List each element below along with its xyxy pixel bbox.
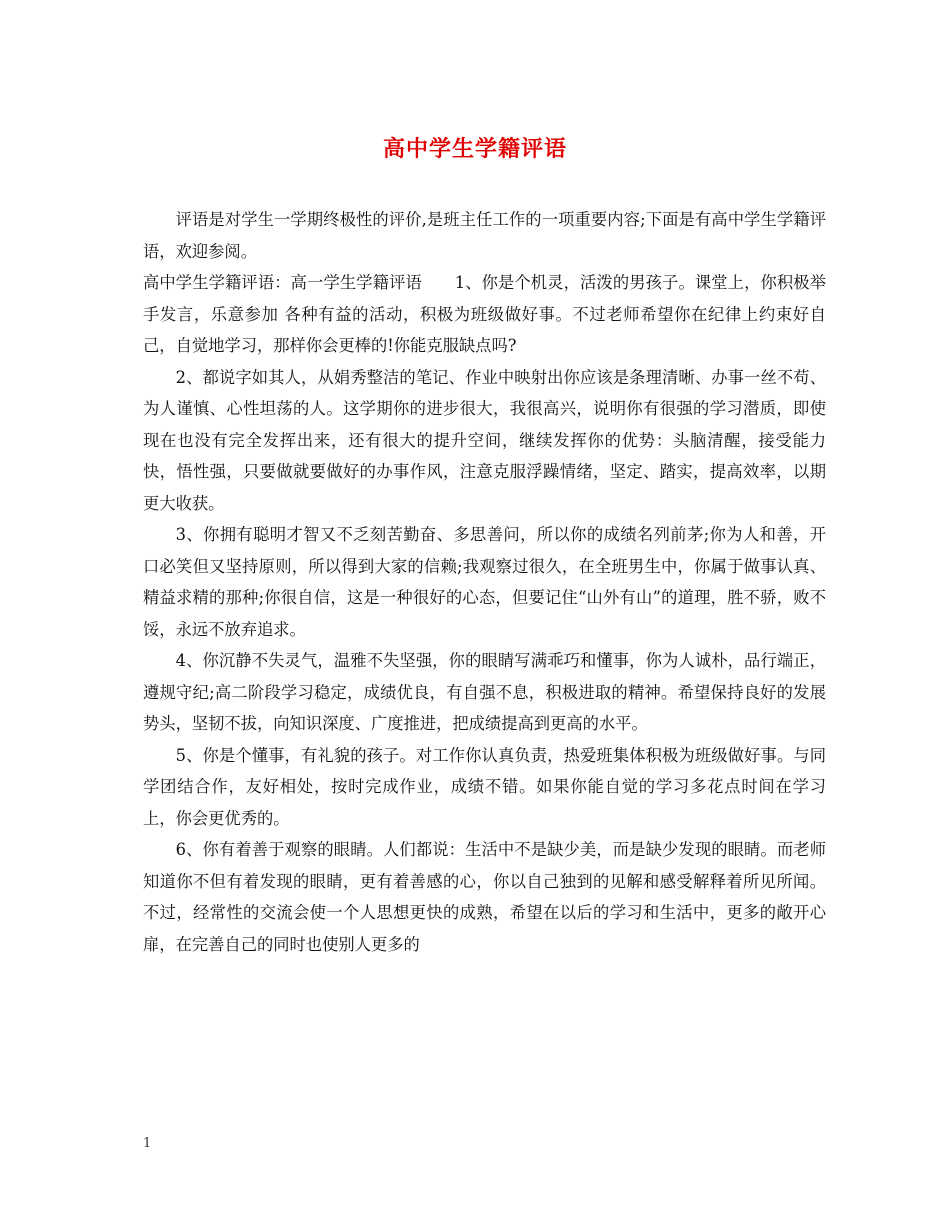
paragraph-5: 5、你是个懂事，有礼貌的孩子。对工作你认真负责，热爱班集体积极为班级做好事。与同学团结合作，友好相处，按时完成作业，成绩不错。如果你能自觉的学习多花点时间在学习上，你会更优秀的。	[143, 745, 826, 828]
paragraph-6: 6、你有着善于观察的眼睛。人们都说：生活中不是缺少美，而是缺少发现的眼睛。而老师知道你不但有着发现的眼睛，更有着善感的心，你以自己独到的见解和感受解释着所见所闻。不过，经常性的交流会使一个人思想更快的成熟，希望在以后的学习和生活中，更多的敞开心扉，在完善自己的同时也使别人更多的	[143, 840, 826, 954]
page-number: 1	[143, 1136, 152, 1151]
paragraph-intro: 评语是对学生一学期终极性的评价,是班主任工作的一项重要内容;下面是有高中学生学籍评语，欢迎参阅。	[143, 210, 826, 261]
paragraph-4: 4、你沉静不失灵气，温雅不失坚强，你的眼睛写满乖巧和懂事，你为人诚朴，品行端正，遵规守纪;高二阶段学习稳定，成绩优良，有自强不息，积极进取的精神。希望保持良好的发展势头，坚韧不拔，向知识深度、广度推进，把成绩提高到更高的水平。	[143, 651, 826, 733]
paragraph-2: 2、都说字如其人，从娟秀整洁的笔记、作业中映射出你应该是条理清晰、办事一丝不苟、为人谨慎、心性坦荡的人。这学期你的进步很大，我很高兴，说明你有很强的学习潜质，即使现在也没有完全发挥出来，还有很大的提升空间，继续发挥你的优势：头脑清醒，接受能力快，悟性强，只要做就要做好的办事作风，注意克服浮躁情绪，坚定、踏实，提高效率，以期更大收获。	[143, 367, 826, 513]
document-title: 高中学生学籍评语	[382, 136, 567, 162]
paragraph-3: 3、你拥有聪明才智又不乏刻苦勤奋、多思善问，所以你的成绩名列前茅;你为人和善，开口必笑但又坚持原则，所以得到大家的信赖;我观察过很久，在全班男生中，你属于做事认真、精益求精的那种;你很自信，这是一种很好的心态，但要记住“山外有山”的道理，胜不骄，败不馁，永远不放弃追求。	[143, 525, 826, 639]
paragraph-1: 高中学生学籍评语：高一学生学籍评语 1、你是个机灵，活泼的男孩子。课堂上，你积极举手发言，乐意参加 各种有益的活动，积极为班级做好事。不过老师希望你在纪律上约束好自己，自觉地学习，那样你会更棒的!你能克服缺点吗?	[143, 273, 826, 355]
document-body	[143, 204, 826, 960]
